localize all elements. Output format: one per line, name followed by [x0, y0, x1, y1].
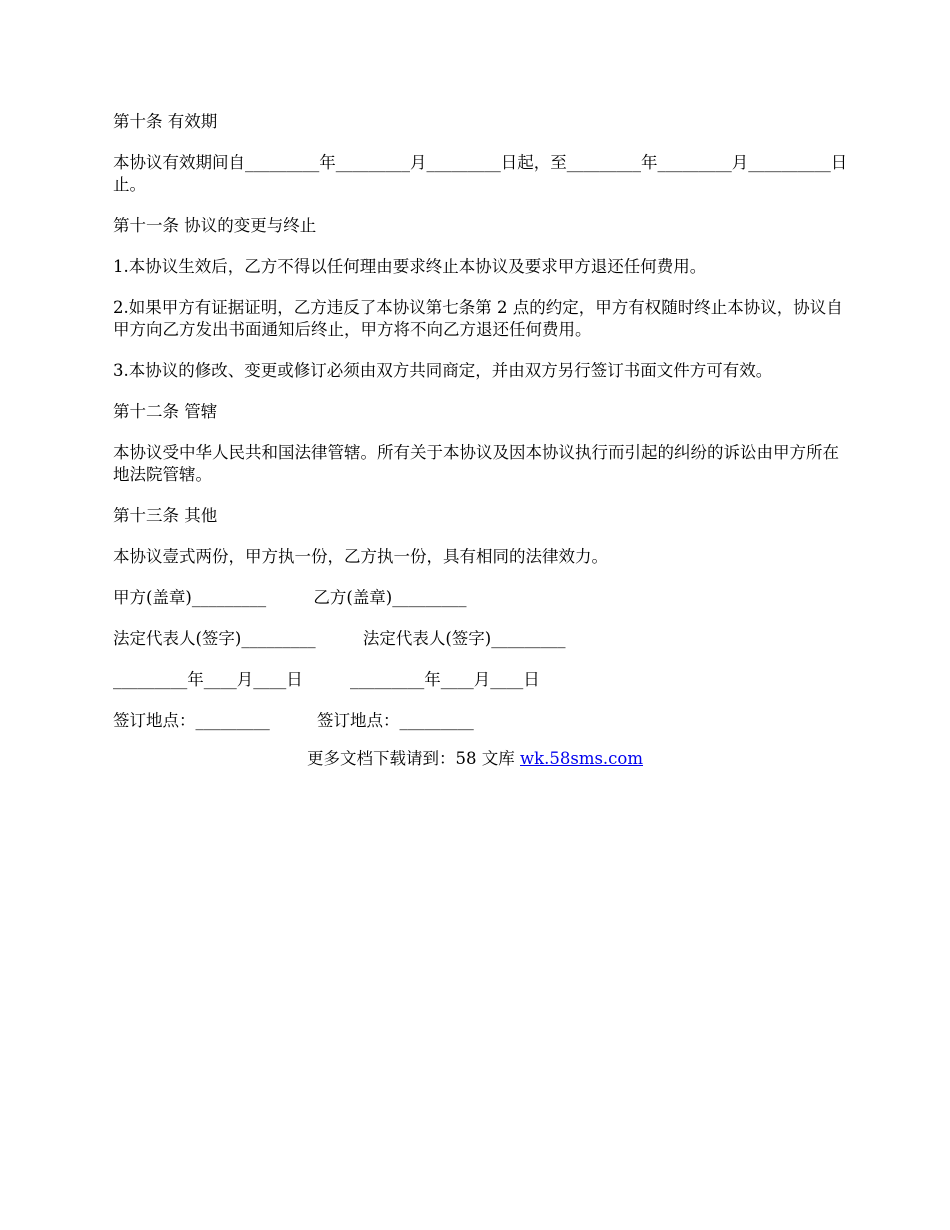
article-11-heading: 第十一条 协议的变更与终止 — [113, 216, 317, 235]
article-12-text: 本协议受中华人民共和国法律管辖。所有关于本协议及因本协议执行而引起的纠纷的诉讼由甲方所在地法院管辖。 — [113, 443, 839, 484]
seal-line: 甲方(盖章)_________ 乙方(盖章)_________ — [113, 588, 467, 607]
document-body — [113, 111, 853, 751]
signing-place-line: 签订地点：_________ 签订地点：_________ — [113, 711, 474, 730]
article-10-heading: 第十条 有效期 — [113, 112, 218, 131]
article-13-text: 本协议壹式两份，甲方执一份，乙方执一份，具有相同的法律效力。 — [113, 547, 608, 566]
article-12-heading: 第十二条 管辖 — [113, 402, 218, 421]
footer-text: 更多文档下载请到：58 文库 — [306, 749, 520, 768]
footer-link[interactable]: wk.58sms.com — [519, 749, 643, 768]
representative-signature-line: 法定代表人(签字)_________ 法定代表人(签字)_________ — [113, 629, 566, 648]
download-footer — [0, 748, 950, 770]
article-10-text: 本协议有效期间自_________年_________月_________日起，至_________年_________月__________日止。 — [113, 153, 848, 194]
article-11-item-2: 2.如果甲方有证据证明，乙方违反了本协议第七条第 2 点的约定，甲方有权随时终止本协议，协议自甲方向乙方发出书面通知后终止，甲方将不向乙方退还任何费用。 — [113, 298, 843, 339]
article-13-heading: 第十三条 其他 — [113, 506, 218, 525]
date-line: _________年____月____日 _________年____月____日 — [113, 670, 540, 689]
article-11-item-1: 1.本协议生效后，乙方不得以任何理由要求终止本协议及要求甲方退还任何费用。 — [113, 257, 707, 276]
article-11-item-3: 3.本协议的修改、变更或修订必须由双方共同商定，并由双方另行签订书面文件方可有效。 — [113, 361, 773, 380]
